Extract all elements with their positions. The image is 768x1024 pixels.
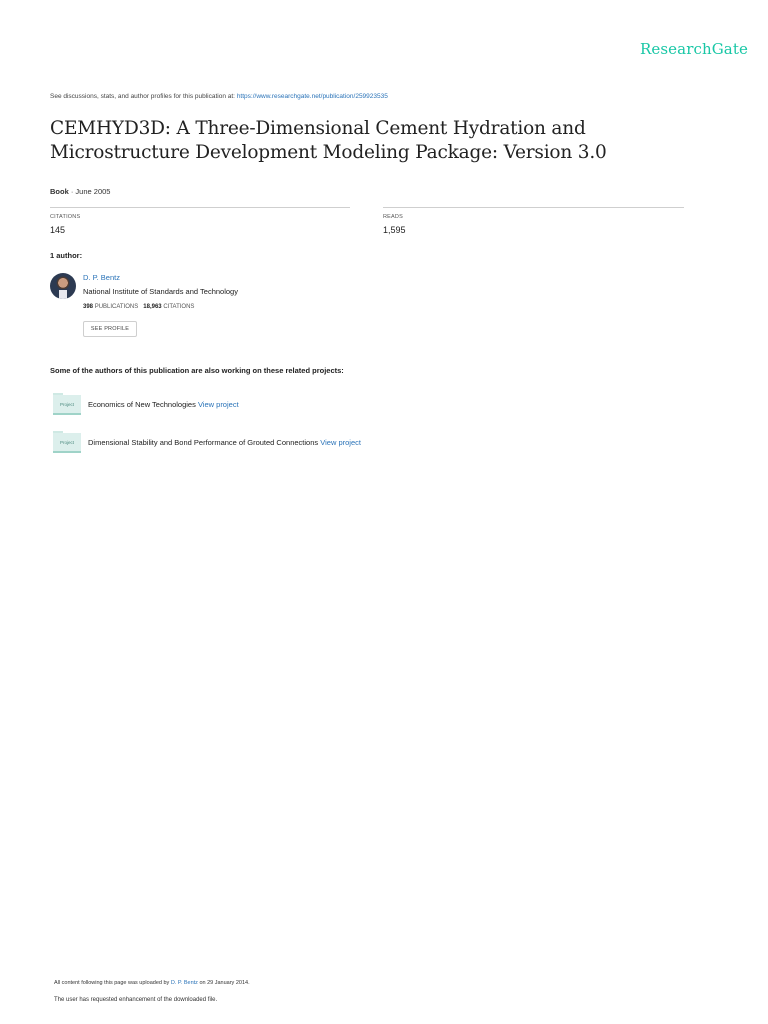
view-project-link[interactable]: View project <box>320 438 361 447</box>
publication-meta <box>50 187 110 196</box>
discussion-prefix: See discussions, stats, and author profiles for this publication at: <box>50 93 235 100</box>
author-citations-count: 18,963 <box>143 304 162 310</box>
authors-heading: 1 author: <box>50 251 83 260</box>
citations-value: 145 <box>50 225 66 235</box>
project-name: Dimensional Stability and Bond Performance of Grouted Connections <box>88 438 319 447</box>
upload-note <box>54 980 250 986</box>
author-publications-label: PUBLICATIONS <box>94 304 139 310</box>
publication-url-link[interactable]: https://www.researchgate.net/publication/259923535 <box>236 93 388 100</box>
project-folder-icon <box>51 393 81 415</box>
enhancement-note: The user has requested enhancement of the downloaded file. <box>54 997 218 1003</box>
see-profile-button[interactable]: SEE PROFILE <box>83 321 137 337</box>
author-avatar[interactable] <box>50 273 76 299</box>
project-item <box>88 400 239 409</box>
citations-label: CITATIONS <box>50 214 81 220</box>
project-icon-label: Project <box>59 440 74 445</box>
discussion-line <box>50 93 388 100</box>
reads-value: 1,595 <box>383 225 406 235</box>
project-folder-icon <box>51 431 81 453</box>
publication-date: June 2005 <box>75 187 111 196</box>
reads-label: READS <box>383 214 403 220</box>
project-name: Economics of New Technologies <box>88 400 196 409</box>
publication-title: CEMHYD3D: A Three-Dimensional Cement Hydration and Microstructure Development Modeling Package: Version 3.0 <box>50 118 607 163</box>
author-publications-count: 398 <box>83 304 94 310</box>
uploader-link[interactable]: D. P. Bentz <box>170 980 198 986</box>
project-item <box>88 438 361 447</box>
upload-suffix: on 29 January 2014. <box>199 980 250 986</box>
author-stats <box>83 304 194 310</box>
author-institution: National Institute of Standards and Technology <box>83 287 238 296</box>
stats-divider-left <box>50 207 350 208</box>
publication-type: Book <box>50 187 69 196</box>
project-icon-label: Project <box>59 402 74 407</box>
researchgate-logo[interactable]: ResearchGate <box>640 40 748 58</box>
related-projects-heading: Some of the authors of this publication are also working on these related projects: <box>50 366 344 375</box>
stats-divider-right <box>383 207 684 208</box>
author-citations-label: CITATIONS <box>163 304 195 310</box>
meta-separator: · <box>68 187 76 196</box>
author-name-link[interactable]: D. P. Bentz <box>83 273 120 282</box>
view-project-link[interactable]: View project <box>197 400 239 409</box>
upload-prefix: All content following this page was uploaded by <box>54 980 170 986</box>
